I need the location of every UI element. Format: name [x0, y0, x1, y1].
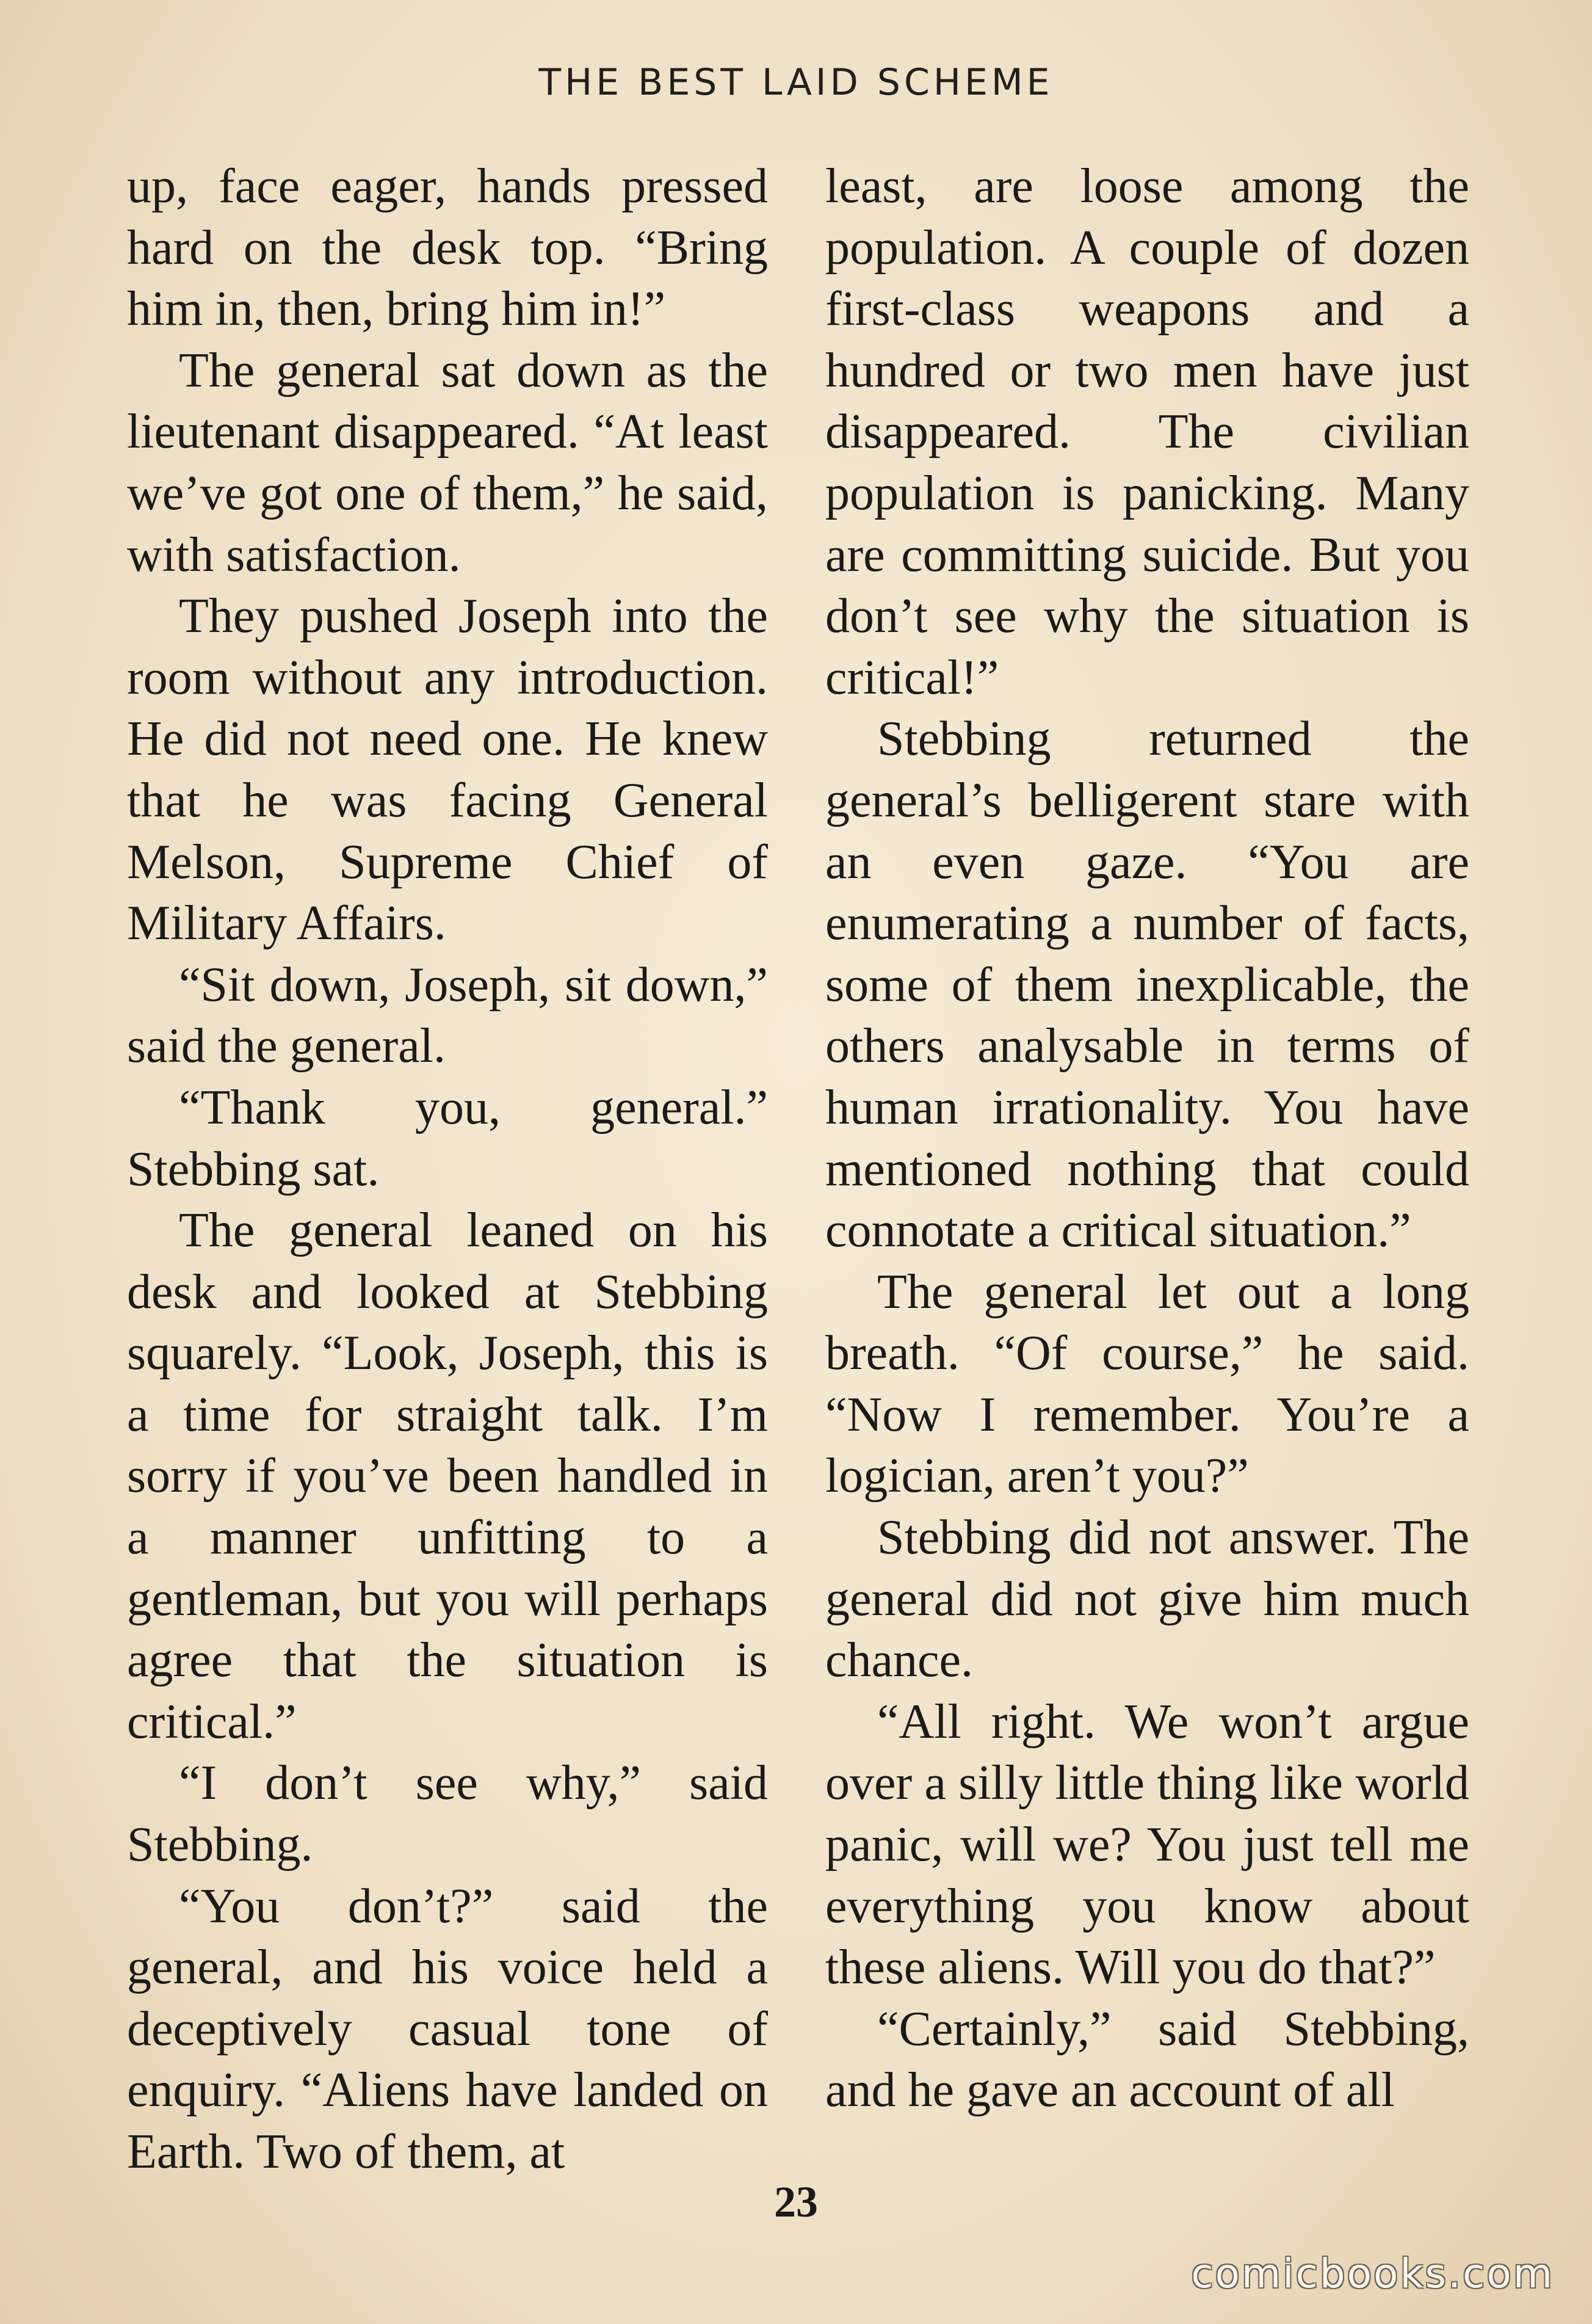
paragraph: “I don’t see why,” said Stebbing. — [127, 1756, 768, 1872]
running-head: THE BEST LAID SCHEME — [538, 61, 1054, 104]
left-column — [127, 156, 768, 2183]
paragraph: “Thank you, general.” Stebbing sat. — [127, 1080, 768, 1196]
watermark: comicbooks.com — [1191, 2250, 1554, 2297]
paragraph: Stebbing returned the general’s belligerent stare with an even gaze. “You are enumerating a number of facts, some of them inexplicable, the others analysable in terms of human irrationality. You have mentioned nothing that could connotate a critical situation.” — [825, 712, 1469, 1258]
paragraph: The general leaned on his desk and looked at Stebbing squarely. “Look, Joseph, this is a time for straight talk. I’m sorry if you’ve been handled in a manner unfitting to a gentleman, but you will perhaps agree that the situation is critical.” — [127, 1204, 768, 1749]
paragraph: “Sit down, Joseph, sit down,” said the general. — [127, 957, 768, 1073]
page-number: 23 — [774, 2177, 818, 2226]
paragraph: Stebbing did not answer. The general did not give him much chance. — [825, 1511, 1469, 1688]
right-column — [825, 156, 1469, 2121]
paragraph: “You don’t?” said the general, and his voice held a deceptively casual tone of enquiry. “Aliens have landed on Earth. Two of them, at — [127, 1879, 768, 2179]
paragraph: They pushed Joseph into the room without any introduction. He did not need one. He knew that he was facing General Melson, Supreme Chief of Military Affairs. — [127, 589, 768, 951]
paragraph: “Certainly,” said Stebbing, and he gave an account of all — [825, 2002, 1469, 2118]
paragraph: up, face eager, hands pressed hard on the desk top. “Bring him in, then, bring him in!” — [127, 159, 768, 336]
paragraph: least, are loose among the population. A couple of dozen first-class weapons and a hundred or two men have just disappeared. The civilian population is panicking. Many are committing suicide. But you don’t see why the situation is critical!” — [825, 159, 1469, 705]
paragraph: “All right. We won’t argue over a silly little thing like world panic, will we? You just tell me everything you know about these aliens. Will you do that?” — [825, 1694, 1469, 1995]
paragraph: The general let out a long breath. “Of course,” he said. “Now I remember. You’re a logician, aren’t you?” — [825, 1265, 1469, 1503]
paragraph: The general sat down as the lieutenant disappeared. “At least we’ve got one of them,” he said, with satisfaction. — [127, 343, 768, 582]
